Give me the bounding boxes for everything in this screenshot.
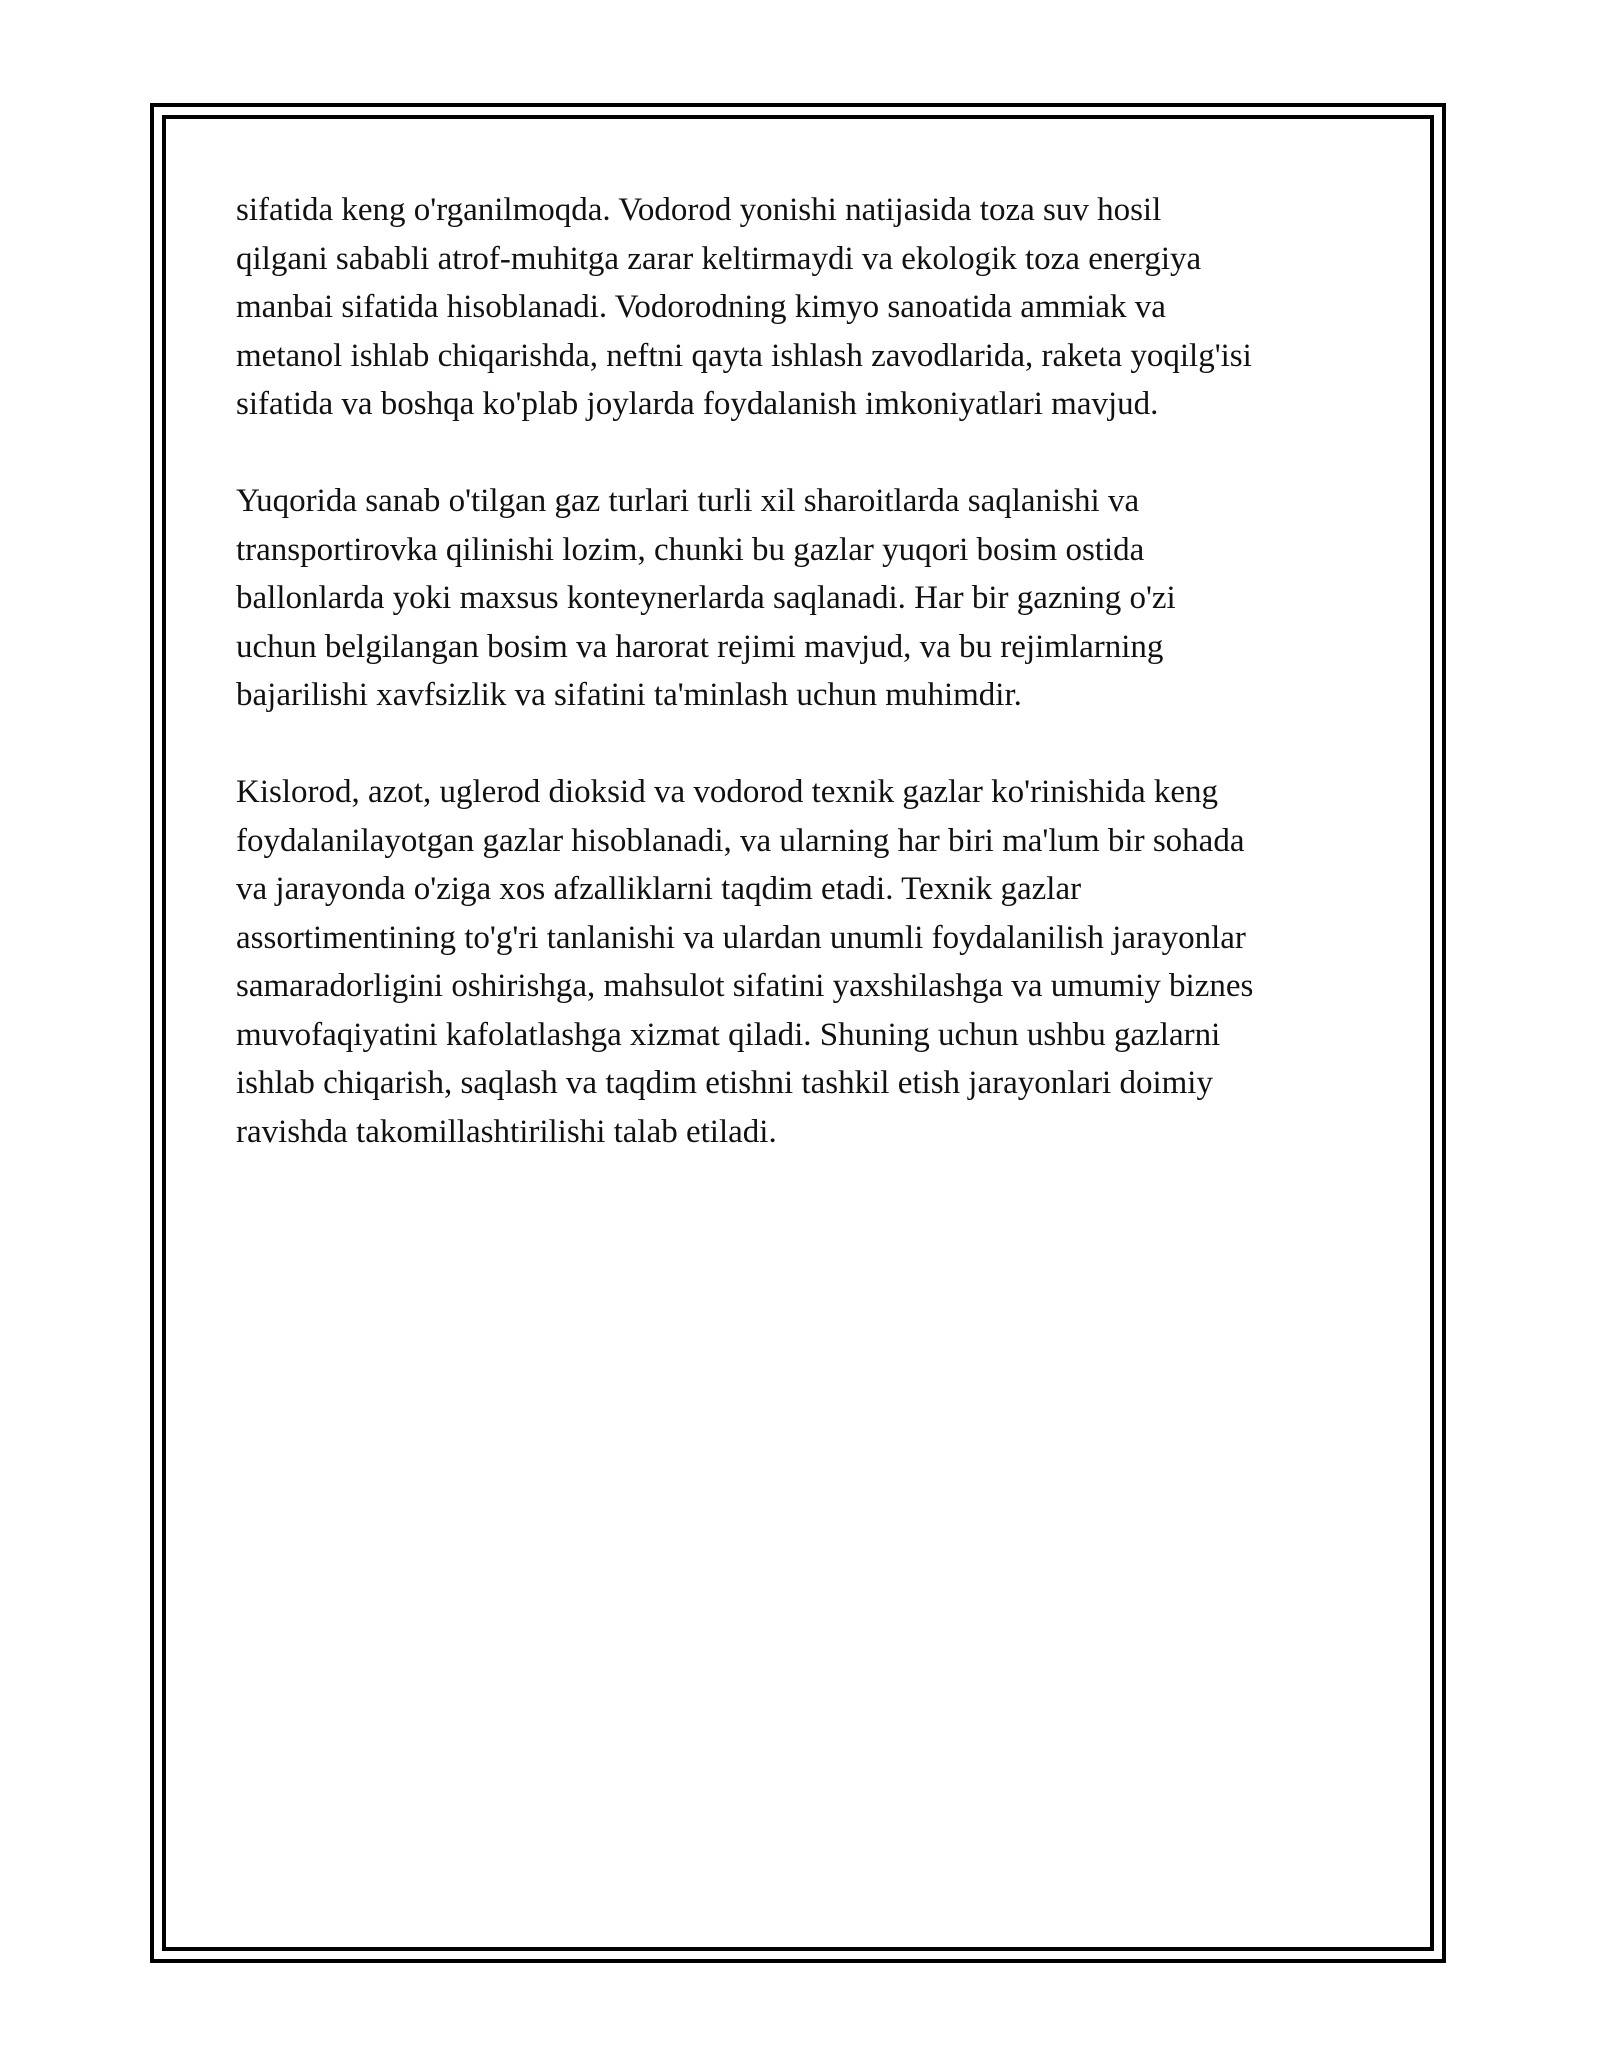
document-body bbox=[236, 186, 1376, 1205]
paragraph-3 bbox=[236, 768, 1376, 1156]
text-line: Yuqorida sanab o'tilgan gaz turlari turli xil sharoitlarda saqlanishi va bbox=[236, 483, 1140, 519]
text-line: manbai sifatida hisoblanadi. Vodorodning kimyo sanoatida ammiak va bbox=[236, 289, 1166, 325]
text-line: samaradorligini oshirishga, mahsulot sifatini yaxshilashga va umumiy biznes bbox=[236, 968, 1254, 1004]
text-line: foydalanilayotgan gazlar hisoblanadi, va ularning har biri ma'lum bir sohada bbox=[236, 822, 1245, 859]
paragraph-1 bbox=[236, 186, 1376, 429]
text-line: uchun belgilangan bosim va harorat rejimi mavjud, va bu rejimlarning bbox=[236, 628, 1164, 665]
text-line: ballonlarda yoki maxsus konteynerlarda saqlanadi. Har bir gazning o'zi bbox=[236, 580, 1176, 616]
text-line: assortimentining to'g'ri tanlanishi va ulardan unumli foydalanilish jarayonlar bbox=[236, 919, 1246, 956]
text-line: metanol ishlab chiqarishda, neftni qayta ishlash zavodlarida, raketa yoqilg'isi bbox=[236, 337, 1252, 374]
text-line: ishlab chiqarish, saqlash va taqdim etishni tashkil etish jarayonlari doimiy bbox=[236, 1065, 1213, 1101]
text-line: ravishda takomillashtirilishi talab etiladi. bbox=[236, 1113, 777, 1150]
text-line: va jarayonda o'ziga xos afzalliklarni taqdim etadi. Texnik gazlar bbox=[236, 871, 1082, 907]
text-line: muvofaqiyatini kafolatlashga xizmat qiladi. Shuning uchun ushbu gazlarni bbox=[236, 1016, 1221, 1053]
paragraph-2 bbox=[236, 477, 1376, 720]
text-line: Kislorod, azot, uglerod dioksid va vodorod texnik gazlar ko'rinishida keng bbox=[236, 774, 1218, 810]
text-line: sifatida keng o'rganilmoqda. Vodorod yonishi natijasida toza suv hosil bbox=[236, 192, 1162, 228]
text-line: transportirovka qilinishi lozim, chunki bu gazlar yuqori bosim ostida bbox=[236, 531, 1145, 568]
text-line: qilgani sababli atrof-muhitga zarar keltirmaydi va ekologik toza energiya bbox=[236, 240, 1202, 277]
text-line: sifatida va boshqa ko'plab joylarda foydalanish imkoniyatlari mavjud. bbox=[236, 386, 1159, 422]
text-line: bajarilishi xavfsizlik va sifatini ta'minlash uchun muhimdir. bbox=[236, 677, 1022, 713]
